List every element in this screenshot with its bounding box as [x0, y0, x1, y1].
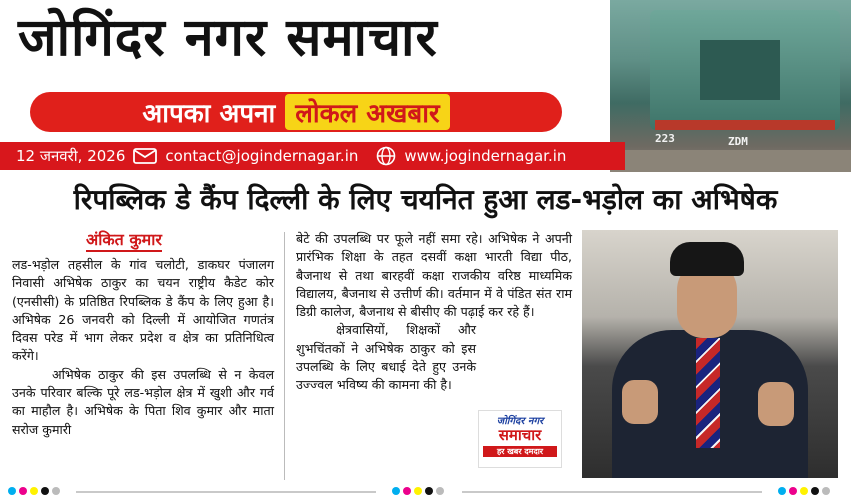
article-headline: रिपब्लिक डे कैंप दिल्ली के लिए चयनित हुआ लड-भड़ोल का अभिषेक: [73, 183, 778, 216]
photo-thumbs-up-right: [758, 382, 794, 426]
color-dots-center: [392, 487, 444, 495]
color-dot: [403, 487, 411, 495]
color-dot: [52, 487, 60, 495]
color-dot: [425, 487, 433, 495]
color-dot: [8, 487, 16, 495]
logo-slogan: हर खबर दमदार: [483, 446, 557, 457]
rail-track: [610, 150, 851, 172]
color-dot: [30, 487, 38, 495]
footer-rule-right: [462, 491, 762, 493]
photo-thumbs-up-left: [622, 380, 658, 424]
column-divider: [284, 232, 285, 480]
color-dot: [822, 487, 830, 495]
article-column-1: [12, 256, 274, 439]
photo-tie: [696, 338, 720, 448]
train-buffer-beam: [655, 120, 835, 130]
page-footer: [0, 484, 851, 498]
article-paragraph: लड-भड़ोल तहसील के गांव चलोटी, डाकघर पंजालग निवासी अभिषेक ठाकुर का चयन राष्ट्रीय कैडेट कोर (एनसीसी) के प्रतिष्ठित रिपब्लिक डे कैंप के लिए हुआ है। अभिषेक 26 जनवरी को दिल्ली में आयोजित गणतंत्र दिवस परेड में भाग लेकर प्रदेश व क्षेत्र का प्रतिनिधित्व करेंगे।: [12, 257, 274, 364]
globe-icon: [376, 146, 396, 166]
color-dot: [414, 487, 422, 495]
website-link[interactable]: www.jogindernagar.in: [404, 147, 567, 165]
article-paragraph: क्षेत्रवासियों, शिक्षकों और शुभचिंतकों ने अभिषेक ठाकुर को इस उपलब्धि के लिए बधाई देते हुए उनके उज्ज्वल भविष्य की कामना की है।: [296, 322, 476, 393]
issue-date: 12 जनवरी, 2026: [16, 147, 126, 165]
newspaper-logo: [478, 410, 562, 468]
footer-rule-left: [76, 491, 376, 493]
color-dot: [436, 487, 444, 495]
article-paragraph: अभिषेक ठाकुर की इस उपलब्धि से न केवल उनके परिवार बल्कि पूरे लड-भड़ोल क्षेत्र में खुशी और गर्व का माहौल है। अभिषेक के पिता शिव कुमार और माता सरोज कुमारी: [12, 366, 274, 437]
color-dot: [778, 487, 786, 495]
color-dot: [19, 487, 27, 495]
color-dot: [811, 487, 819, 495]
color-dot: [392, 487, 400, 495]
masthead: [0, 0, 851, 172]
color-dots-right: [778, 487, 830, 495]
train-code: ZDM: [728, 135, 748, 148]
color-dot: [800, 487, 808, 495]
train-number: 223: [655, 132, 675, 145]
mail-icon: [133, 148, 157, 164]
train-grille: [700, 40, 780, 100]
color-dots-left: [8, 487, 60, 495]
newspaper-title: जोगिंदर नगर समाचार: [18, 8, 438, 68]
color-dot: [789, 487, 797, 495]
tagline-banner: [30, 92, 562, 132]
logo-line-1: जोगिंदर नगर: [496, 416, 544, 427]
article-column-2: [296, 230, 572, 395]
tagline-highlight: लोकल अखबार: [285, 94, 449, 130]
logo-line-2: समाचार: [498, 426, 542, 444]
contact-email[interactable]: contact@jogindernagar.in: [165, 147, 359, 165]
article-byline: अंकित कुमार: [86, 228, 162, 252]
tagline-text: आपका अपना: [142, 99, 276, 129]
cadet-photo: [582, 230, 838, 478]
photo-cap: [670, 242, 744, 276]
article-paragraph: बेटे की उपलब्धि पर फूले नहीं समा रहे। अभिषेक ने अपनी प्रारंभिक शिक्षा के तहत दसवीं कक्षा भारती विद्या पीठ, बैजनाथ से तथा बारहवीं कक्षा राजकीय वरिष्ठ माध्यमिक विद्यालय, बैजनाथ से उत्तीर्ण की। वर्तमान में वे पंडित संत राम डिग्री कालेज, बैजनाथ से बीसीए की पढ़ाई कर रहे हैं।: [296, 231, 572, 320]
contact-bar: [0, 142, 625, 170]
color-dot: [41, 487, 49, 495]
